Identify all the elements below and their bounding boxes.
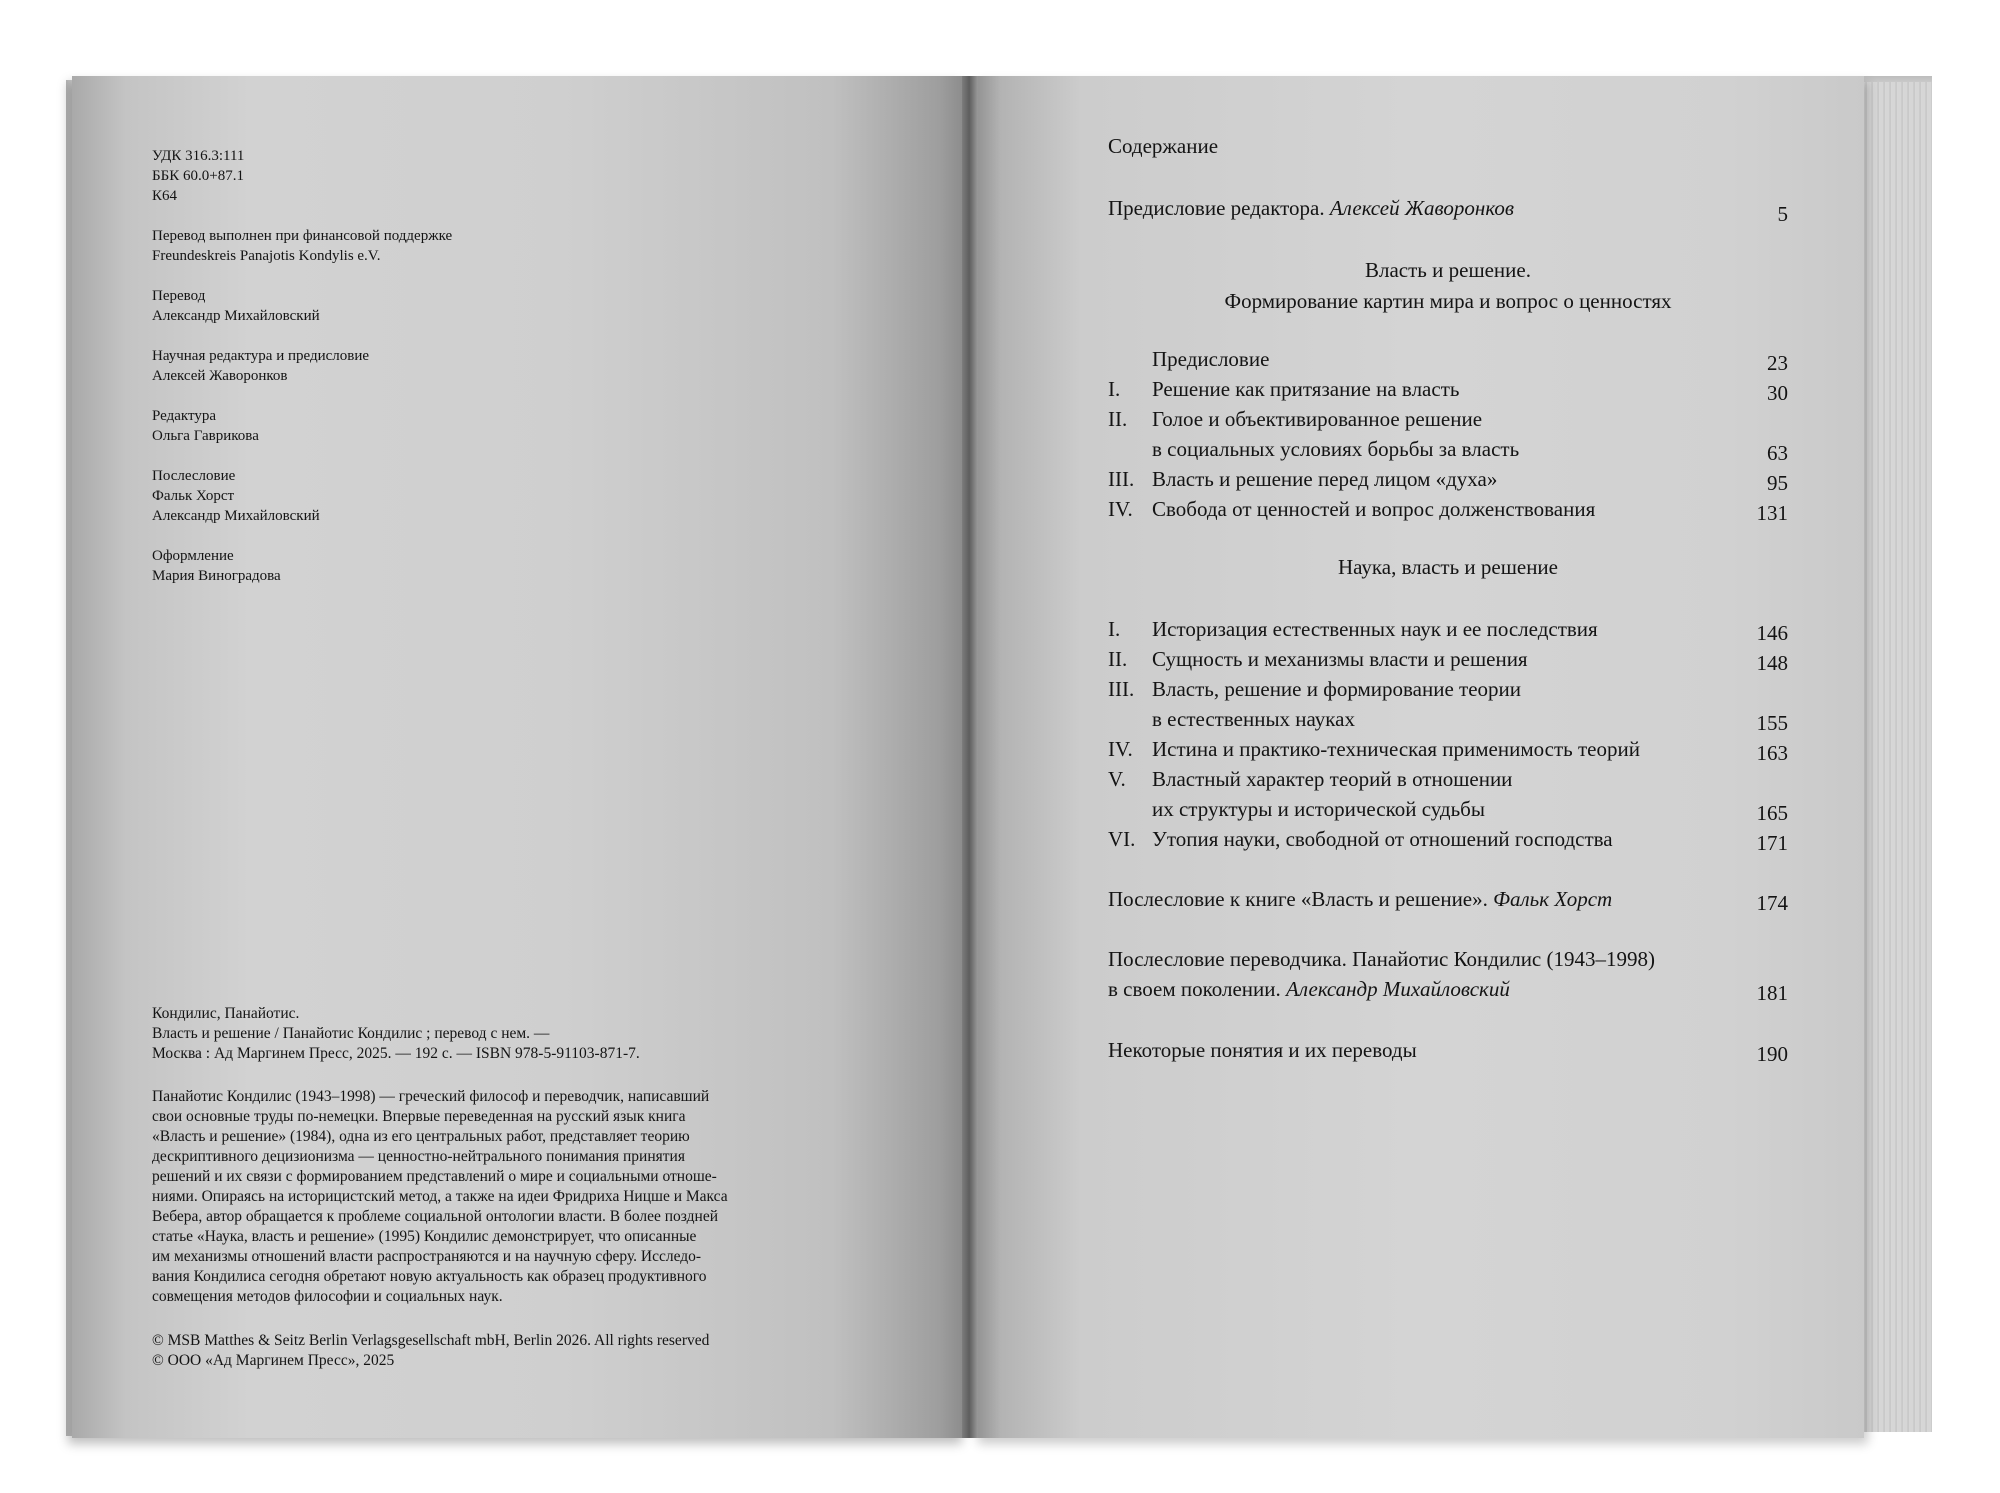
toc-entry-number: II. — [1108, 407, 1128, 431]
author-sign: К64 — [152, 188, 178, 204]
toc-entry — [1108, 1038, 1788, 1068]
toc-entry-text: Власть, решение и формирование теории — [1152, 677, 1522, 701]
toc-page-number: 148 — [1756, 651, 1788, 675]
annotation-line: им механизмы отношений власти распространяются и на научную сферу. Исследо- — [152, 1248, 702, 1265]
toc-entry — [1108, 737, 1788, 767]
toc-entry-text: Историзация естественных наук и ее последствия — [1152, 617, 1598, 641]
toc-entry-text: Послесловие к книге «Власть и решение». Фальк Хорст — [1108, 887, 1613, 911]
annotation-line: ниями. Опираясь на историцистский метод, а также на идеи Фридриха Ницше и Макса — [152, 1188, 728, 1205]
annotation-line: свои основные труды по-немецки. Впервые переведенная на русский язык книга — [152, 1108, 686, 1125]
toc-entry — [1108, 827, 1788, 857]
support-org: Freundeskreis Panajotis Kondylis e.V. — [152, 248, 381, 264]
toc-entry-text: Утопия науки, свободной от отношений господства — [1152, 827, 1613, 851]
toc-entry-number: V. — [1108, 767, 1126, 791]
toc-page-number: 155 — [1756, 711, 1788, 735]
credit-editing — [152, 406, 792, 446]
toc-entry — [1108, 647, 1788, 677]
toc-page-number: 146 — [1756, 621, 1788, 645]
toc-page-number: 30 — [1767, 381, 1788, 405]
copyright-line: © MSB Matthes & Seitz Berlin Verlagsgesellschaft mbH, Berlin 2026. All rights reserved — [152, 1332, 710, 1349]
toc-page-number: 190 — [1756, 1042, 1788, 1066]
imprint-block — [152, 146, 792, 606]
support-note — [152, 226, 792, 266]
support-line: Перевод выполнен при финансовой поддержке — [152, 228, 453, 244]
credit-label: Перевод — [152, 288, 206, 304]
part-subtitle: Формирование картин мира и вопрос о ценностях — [1224, 289, 1672, 313]
toc-entry-continued — [1108, 977, 1788, 1007]
credit-scientific-editing — [152, 346, 792, 386]
annotation-line: решений и их связи с формированием представлений о мире и социальными отноше- — [152, 1168, 717, 1185]
toc-entry — [1108, 377, 1788, 407]
toc-entry-text: в естественных науках — [1152, 707, 1355, 731]
udk-code: УДК 316.3:111 — [152, 148, 245, 164]
toc-page-number: 163 — [1756, 741, 1788, 765]
toc-entry-continued — [1108, 797, 1788, 827]
toc-entry-text: Некоторые понятия и их переводы — [1108, 1038, 1417, 1062]
annotation-line: вания Кондилиса сегодня обретают новую актуальность как образец продуктивного — [152, 1268, 707, 1285]
annotation-line: статье «Наука, власть и решение» (1995) Кондилис демонстрирует, что описанные — [152, 1228, 697, 1245]
toc-entry-text: их структуры и исторической судьбы — [1152, 797, 1485, 821]
toc-entry — [1108, 887, 1788, 917]
toc-entry-text: Свобода от ценностей и вопрос долженствования — [1152, 497, 1596, 521]
annotation-line: совмещения методов философии и социальных наук. — [152, 1288, 503, 1305]
annotation-line: Вебера, автор обращается к проблеме социальной онтологии власти. В более поздней — [152, 1208, 719, 1225]
book-gutter — [962, 76, 978, 1438]
toc-entry-text: Предисловие — [1152, 347, 1270, 371]
toc-entry-text: Истина и практико-техническая применимость теорий — [1152, 737, 1640, 761]
toc-entry-number: VI. — [1108, 827, 1136, 851]
credit-label: Редактура — [152, 408, 216, 424]
credit-label: Оформление — [152, 548, 234, 564]
toc-entry-text: Властный характер теорий в отношении — [1152, 767, 1513, 791]
toc-entry — [1108, 196, 1788, 226]
credit-name: Александр Михайловский — [152, 308, 320, 324]
toc-entry — [1108, 767, 1788, 797]
toc-entry-author: Александр Михайловский — [1286, 977, 1510, 1001]
toc-entry-author: Алексей Жаворонков — [1329, 196, 1514, 220]
toc-entry-text: Предисловие редактора. Алексей Жаворонков — [1108, 196, 1514, 220]
toc-page-number: 95 — [1767, 471, 1788, 495]
toc-entry-text: в своем поколении. Александр Михайловский — [1108, 977, 1510, 1001]
toc-entry-number: III. — [1108, 467, 1135, 491]
part-title: Наука, власть и решение — [1338, 555, 1558, 579]
toc-entry-text: Власть и решение перед лицом «духа» — [1152, 467, 1498, 491]
annotation-line: Панайотис Кондилис (1943–1998) — греческий философ и переводчик, написавший — [152, 1088, 710, 1105]
toc-entry — [1108, 467, 1788, 497]
credit-name: Мария Виноградова — [152, 568, 281, 584]
toc-entry-number: I. — [1108, 377, 1121, 401]
toc-entry-number: IV. — [1108, 497, 1133, 521]
toc-entry-number: III. — [1108, 677, 1135, 701]
toc-entry-text: Голое и объективированное решение — [1152, 407, 1483, 431]
credit-name: Ольга Гаврикова — [152, 428, 259, 444]
credit-label: Научная редактура и предисловие — [152, 348, 370, 364]
annotation — [152, 1087, 832, 1307]
toc-entry — [1108, 407, 1788, 437]
credit-design — [152, 546, 792, 586]
biblio-line: Москва : Ад Маргинем Пресс, 2025. — 192 с. — ISBN 978-5-91103-871-7. — [152, 1045, 640, 1062]
toc-entry-text: в социальных условиях борьбы за власть — [1152, 437, 1520, 461]
toc-page-number: 171 — [1756, 831, 1788, 855]
classification-codes — [152, 146, 792, 206]
annotation-line: дескриптивного децизионизма — ценностно-нейтрального понимания принятия — [152, 1148, 685, 1165]
bibliographic-record — [152, 1004, 832, 1064]
toc-title: Содержание — [1108, 134, 1219, 158]
toc-entry-number: II. — [1108, 647, 1128, 671]
toc-entry-continued — [1108, 707, 1788, 737]
bbk-code: ББК 60.0+87.1 — [152, 168, 244, 184]
biblio-line: Кондилис, Панайотис. — [152, 1005, 300, 1022]
toc-entry-text: Сущность и механизмы власти и решения — [1152, 647, 1528, 671]
toc-page-number: 63 — [1767, 441, 1788, 465]
credit-translation — [152, 286, 792, 326]
toc-page-number: 131 — [1756, 501, 1788, 525]
toc-page-number: 5 — [1777, 202, 1788, 226]
toc-page-number: 165 — [1756, 801, 1788, 825]
toc-entry — [1108, 497, 1788, 527]
toc-page-number: 181 — [1756, 981, 1788, 1005]
toc-page-number: 23 — [1767, 351, 1788, 375]
toc-entry — [1108, 347, 1788, 377]
toc-entry — [1108, 617, 1788, 647]
page-stack-edge — [1862, 82, 1932, 1432]
toc-entry-number: I. — [1108, 617, 1121, 641]
copyright-block — [152, 1331, 832, 1371]
toc-entry-author: Фальк Хорст — [1493, 887, 1613, 911]
toc-entry-number: IV. — [1108, 737, 1133, 761]
credit-name: Алексей Жаворонков — [152, 368, 288, 384]
annotation-line: «Власть и решение» (1984), одна из его центральных работ, представляет теорию — [152, 1128, 690, 1145]
toc-entry — [1108, 677, 1788, 707]
toc-entry-continued — [1108, 437, 1788, 467]
biblio-line: Власть и решение / Панайотис Кондилис ; перевод с нем. — — [152, 1025, 550, 1042]
copyright-line: © ООО «Ад Маргинем Пресс», 2025 — [152, 1352, 395, 1369]
toc-entry-text: Решение как притязание на власть — [1152, 377, 1460, 401]
credit-name: Фальк Хорст — [152, 488, 235, 504]
toc-entry-text: Послесловие переводчика. Панайотис Кондилис (1943–1998) — [1108, 947, 1655, 971]
credit-label: Послесловие — [152, 468, 236, 484]
toc-entry — [1108, 947, 1788, 977]
credit-name: Александр Михайловский — [152, 508, 320, 524]
toc-page-number: 174 — [1756, 891, 1788, 915]
credit-afterword — [152, 466, 792, 526]
part-title: Власть и решение. — [1365, 258, 1531, 282]
